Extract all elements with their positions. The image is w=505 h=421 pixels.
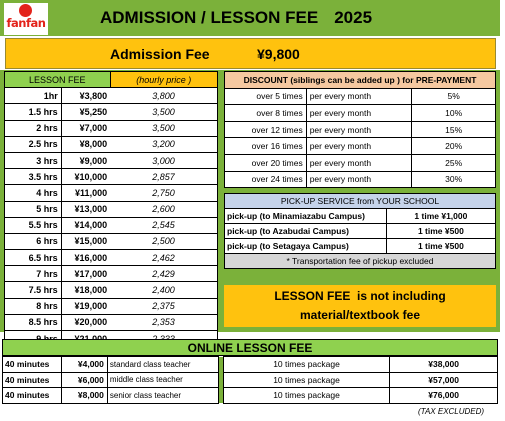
- lesson-fee-header: LESSON FEE: [5, 72, 111, 88]
- pickup-row: [225, 209, 496, 224]
- notice-line-1: LESSON FEE is not including: [274, 289, 446, 303]
- page-title-year: 2025: [334, 8, 373, 27]
- lesson-fee-table: [4, 71, 218, 347]
- lesson-fee-row: [5, 266, 218, 282]
- lesson-price: ¥14,000: [61, 217, 110, 233]
- pickup-header-row: [225, 194, 496, 209]
- lesson-hourly-price: 3,000: [110, 152, 217, 168]
- online-lesson-header: [2, 339, 498, 356]
- lesson-fee-row: [5, 152, 218, 168]
- lesson-price: ¥16,000: [61, 250, 110, 266]
- pickup-price: 1 time ¥500: [386, 239, 495, 254]
- lesson-hours: 3 hrs: [5, 152, 62, 168]
- discount-period: per every month: [306, 171, 412, 188]
- lesson-hourly-price: 3,800: [110, 88, 217, 104]
- lesson-price: ¥18,000: [61, 282, 110, 298]
- online-package-price: ¥76,000: [390, 388, 498, 404]
- pickup-row: [225, 239, 496, 254]
- lesson-price: ¥10,000: [61, 169, 110, 185]
- notice-line-2: material/textbook fee: [299, 308, 421, 322]
- lesson-hourly-price: 2,375: [110, 298, 217, 314]
- online-package-price: ¥57,000: [390, 372, 498, 388]
- lesson-fee-row: [5, 120, 218, 136]
- lesson-hourly-price: 2,429: [110, 266, 217, 282]
- lesson-price: ¥7,000: [61, 120, 110, 136]
- lesson-hours: 2 hrs: [5, 120, 62, 136]
- notice-box: [224, 285, 496, 327]
- lesson-fee-row: [5, 169, 218, 185]
- lesson-price: ¥13,000: [61, 201, 110, 217]
- lesson-hourly-price: 2,500: [110, 233, 217, 249]
- lesson-hourly-price: 3,500: [110, 120, 217, 136]
- lesson-fee-row: [5, 201, 218, 217]
- online-lesson-title: ONLINE LESSON FEE: [187, 341, 313, 355]
- lesson-fee-header-row: [5, 72, 218, 88]
- discount-times: over 5 times: [225, 88, 307, 105]
- lesson-price: ¥8,000: [61, 136, 110, 152]
- admission-fee-banner: [5, 38, 496, 69]
- discount-header: DISCOUNT (siblings can be added up ) for PRE-PAYMENT: [225, 72, 496, 89]
- discount-percent: 15%: [412, 121, 496, 138]
- online-teacher-level: middle class teacher: [107, 372, 218, 388]
- lesson-hours: 4 hrs: [5, 185, 62, 201]
- discount-row: [225, 171, 496, 188]
- online-duration: 40 minutes: [3, 388, 62, 404]
- pickup-table: [224, 193, 496, 269]
- admission-fee-price: ¥9,800: [257, 46, 300, 62]
- discount-table: [224, 71, 496, 188]
- discount-header-row: [225, 72, 496, 89]
- discount-percent: 10%: [412, 105, 496, 122]
- lesson-fee-row: [5, 185, 218, 201]
- lesson-fee-row: [5, 282, 218, 298]
- lesson-hours: 7 hrs: [5, 266, 62, 282]
- lesson-hourly-price: 2,750: [110, 185, 217, 201]
- discount-percent: 20%: [412, 138, 496, 155]
- page-title: [100, 8, 430, 30]
- lesson-hours: 2.5 hrs: [5, 136, 62, 152]
- discount-period: per every month: [306, 105, 412, 122]
- lesson-fee-row: [5, 217, 218, 233]
- pickup-row: [225, 224, 496, 239]
- lesson-price: ¥9,000: [61, 152, 110, 168]
- discount-row: [225, 138, 496, 155]
- discount-times: over 8 times: [225, 105, 307, 122]
- lesson-price: ¥15,000: [61, 233, 110, 249]
- admission-fee-label: Admission Fee: [110, 46, 210, 62]
- discount-row: [225, 88, 496, 105]
- discount-row: [225, 154, 496, 171]
- online-duration: 40 minutes: [3, 357, 62, 373]
- online-teacher-level: senior class teacher: [107, 388, 218, 404]
- discount-times: over 16 times: [225, 138, 307, 155]
- discount-period: per every month: [306, 138, 412, 155]
- lesson-fee-row: [5, 250, 218, 266]
- lesson-hours: 7.5 hrs: [5, 282, 62, 298]
- discount-period: per every month: [306, 154, 412, 171]
- lesson-hours: 8 hrs: [5, 298, 62, 314]
- online-price: ¥6,000: [61, 372, 107, 388]
- online-package: 10 times package: [223, 372, 390, 388]
- lesson-price: ¥3,800: [61, 88, 110, 104]
- lesson-hourly-price: 2,462: [110, 250, 217, 266]
- lesson-fee-row: [5, 136, 218, 152]
- lesson-hours: 5 hrs: [5, 201, 62, 217]
- lesson-hourly-price: 3,200: [110, 136, 217, 152]
- pickup-destination: pick-up (to Setagaya Campus): [225, 239, 387, 254]
- lesson-hours: 6 hrs: [5, 233, 62, 249]
- lesson-price: ¥20,000: [61, 314, 110, 330]
- discount-times: over 20 times: [225, 154, 307, 171]
- discount-percent: 5%: [412, 88, 496, 105]
- lesson-fee-row: [5, 104, 218, 120]
- lesson-price: ¥11,000: [61, 185, 110, 201]
- lesson-fee-row: [5, 88, 218, 104]
- pickup-destination: pick-up (to Azabudai Campus): [225, 224, 387, 239]
- online-teacher-level: standard class teacher: [107, 357, 218, 373]
- discount-times: over 24 times: [225, 171, 307, 188]
- discount-row: [225, 105, 496, 122]
- pickup-destination: pick-up (to Minamiazabu Campus): [225, 209, 387, 224]
- discount-times: over 12 times: [225, 121, 307, 138]
- pickup-header: PICK-UP SERVICE from YOUR SCHOOL: [225, 194, 496, 209]
- online-lesson-table: [2, 356, 498, 404]
- online-lesson-row: [3, 372, 498, 388]
- online-lesson-row: [3, 357, 498, 373]
- online-price: ¥4,000: [61, 357, 107, 373]
- tax-excluded-note: (TAX EXCLUDED): [418, 407, 485, 416]
- lesson-hourly-price: 2,545: [110, 217, 217, 233]
- lesson-price: ¥19,000: [61, 298, 110, 314]
- page-title-text: ADMISSION / LESSON FEE: [100, 8, 319, 27]
- lesson-hours: 8.5 hrs: [5, 314, 62, 330]
- lesson-hours: 3.5 hrs: [5, 169, 62, 185]
- lesson-fee-row: [5, 314, 218, 330]
- discount-period: per every month: [306, 121, 412, 138]
- lesson-price: ¥5,250: [61, 104, 110, 120]
- discount-row: [225, 121, 496, 138]
- hourly-price-header: (hourly price ): [110, 72, 217, 88]
- lesson-hours: 5.5 hrs: [5, 217, 62, 233]
- pickup-note-row: [225, 254, 496, 269]
- logo-text: fanfan: [6, 16, 46, 30]
- lesson-hours: 1hr: [5, 88, 62, 104]
- fanfan-logo: [4, 3, 48, 35]
- lesson-hourly-price: 2,600: [110, 201, 217, 217]
- lesson-hourly-price: 2,400: [110, 282, 217, 298]
- discount-percent: 30%: [412, 171, 496, 188]
- lesson-fee-row: [5, 298, 218, 314]
- lesson-hourly-price: 2,353: [110, 314, 217, 330]
- pickup-price: 1 time ¥1,000: [386, 209, 495, 224]
- lesson-fee-row: [5, 233, 218, 249]
- lesson-price: ¥17,000: [61, 266, 110, 282]
- discount-percent: 25%: [412, 154, 496, 171]
- pickup-price: 1 time ¥500: [386, 224, 495, 239]
- lesson-hourly-price: 2,857: [110, 169, 217, 185]
- online-duration: 40 minutes: [3, 372, 62, 388]
- discount-period: per every month: [306, 88, 412, 105]
- lesson-hours: 1.5 hrs: [5, 104, 62, 120]
- lesson-hourly-price: 3,500: [110, 104, 217, 120]
- online-package: 10 times package: [223, 388, 390, 404]
- online-package-price: ¥38,000: [390, 357, 498, 373]
- lesson-hours: 6.5 hrs: [5, 250, 62, 266]
- pickup-note: * Transportation fee of pickup excluded: [225, 254, 496, 269]
- online-package: 10 times package: [223, 357, 390, 373]
- online-lesson-row: [3, 388, 498, 404]
- online-price: ¥8,000: [61, 388, 107, 404]
